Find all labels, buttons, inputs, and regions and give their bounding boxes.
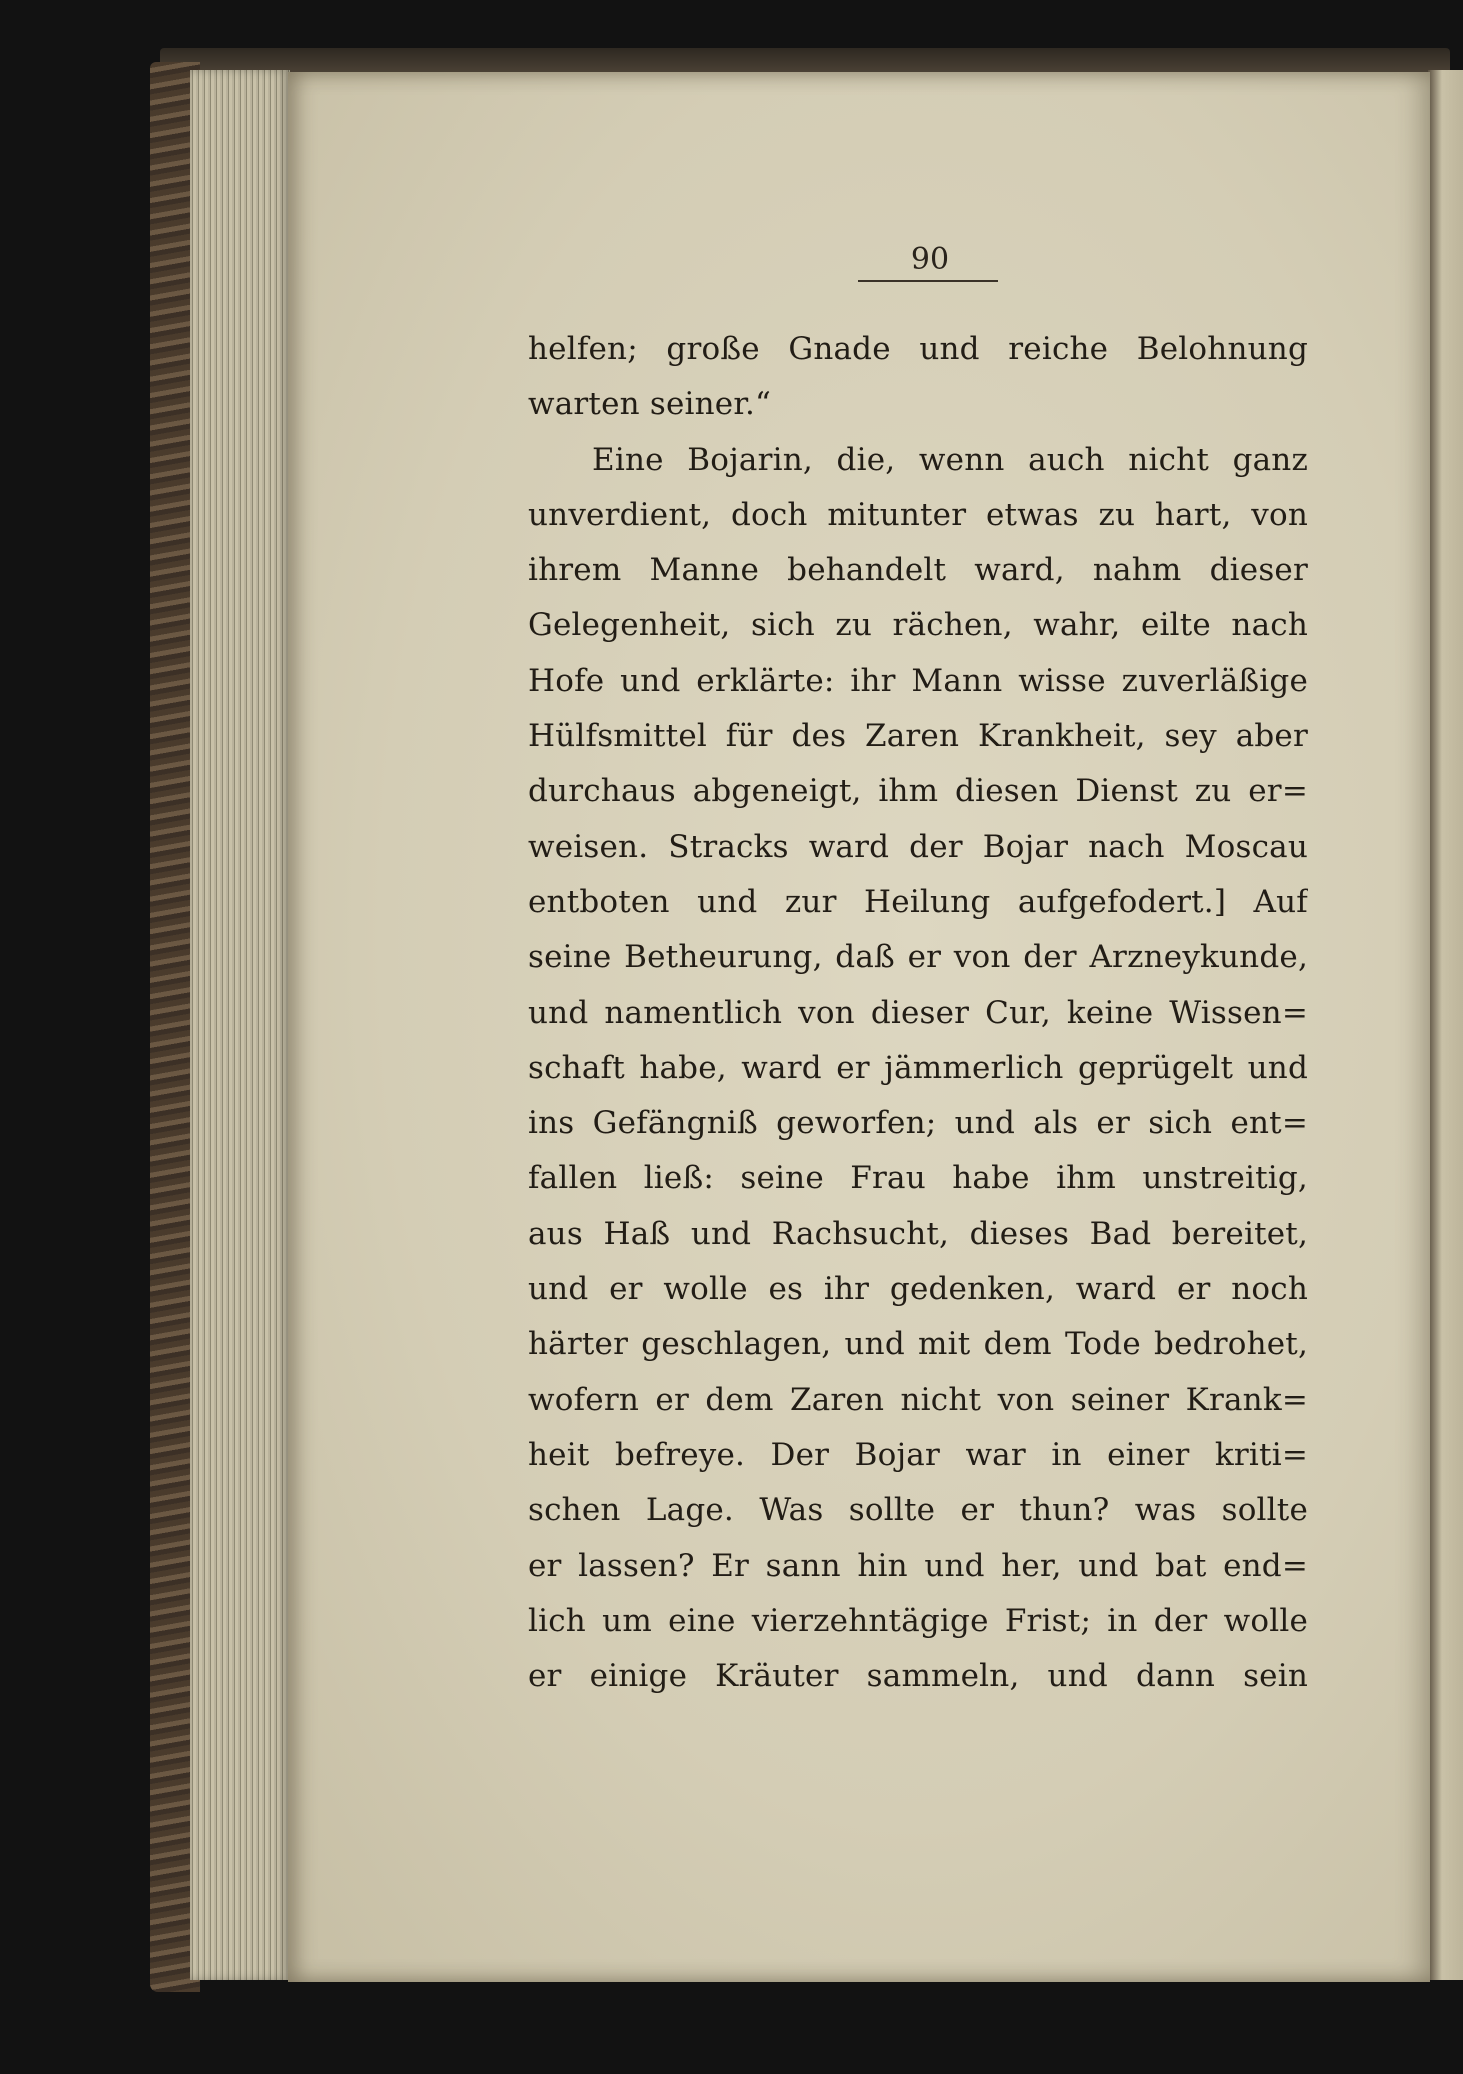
text-line: er einige Kräuter sammeln, und dann sein bbox=[528, 1658, 1308, 1695]
facing-page-edge bbox=[1428, 70, 1463, 1980]
text-line: und namentlich von dieser Cur, keine Wissen= bbox=[528, 994, 1308, 1031]
text-line: Hülfsmittel für des Zaren Krankheit, sey aber bbox=[528, 718, 1308, 755]
text-line: Hofe und erklärte: ihr Mann wisse zuverläßige bbox=[528, 662, 1308, 699]
text-line: schaft habe, ward er jämmerlich geprügelt und bbox=[528, 1049, 1308, 1086]
page-text bbox=[528, 322, 1308, 1704]
page-number: 90 bbox=[910, 242, 950, 277]
text-line: aus Haß und Rachsucht, dieses Bad bereitet, bbox=[528, 1215, 1308, 1252]
text-line: heit befreye. Der Bojar war in einer kriti= bbox=[528, 1436, 1308, 1473]
text-line: fallen ließ: seine Frau habe ihm unstreitig, bbox=[528, 1160, 1308, 1197]
text-line: weisen. Stracks ward der Bojar nach Moscau bbox=[528, 828, 1308, 865]
text-line: ihrem Manne behandelt ward, nahm dieser bbox=[528, 552, 1308, 589]
book-top-edge bbox=[160, 48, 1450, 74]
text-line: unverdient, doch mitunter etwas zu hart, von bbox=[528, 496, 1308, 533]
text-line: ins Gefängniß geworfen; und als er sich ent= bbox=[528, 1105, 1308, 1142]
text-line: lich um eine vierzehntägige Frist; in der wolle bbox=[528, 1602, 1308, 1639]
page-number-rule bbox=[858, 280, 998, 282]
text-line: helfen; große Gnade und reiche Belohnung bbox=[528, 331, 1308, 367]
text-line: entboten und zur Heilung aufgefodert.] Auf bbox=[528, 883, 1308, 920]
page-edges bbox=[190, 70, 290, 1980]
text-line: Eine Bojarin, die, wenn auch nicht ganz bbox=[592, 441, 1308, 478]
text-line: warten seiner.“ bbox=[528, 386, 772, 423]
text-line: er lassen? Er sann hin und her, und bat end= bbox=[528, 1547, 1308, 1584]
text-line: und er wolle es ihr gedenken, ward er noch bbox=[528, 1271, 1308, 1308]
text-line: wofern er dem Zaren nicht von seiner Krank= bbox=[528, 1381, 1308, 1418]
text-line: Gelegenheit, sich zu rächen, wahr, eilte nach bbox=[528, 607, 1308, 644]
text-line: härter geschlagen, und mit dem Tode bedrohet, bbox=[528, 1326, 1308, 1363]
text-line: schen Lage. Was sollte er thun? was sollte bbox=[528, 1492, 1308, 1529]
text-line: seine Betheurung, daß er von der Arzneykunde, bbox=[528, 939, 1308, 976]
text-line: durchaus abgeneigt, ihm diesen Dienst zu er= bbox=[528, 773, 1308, 810]
